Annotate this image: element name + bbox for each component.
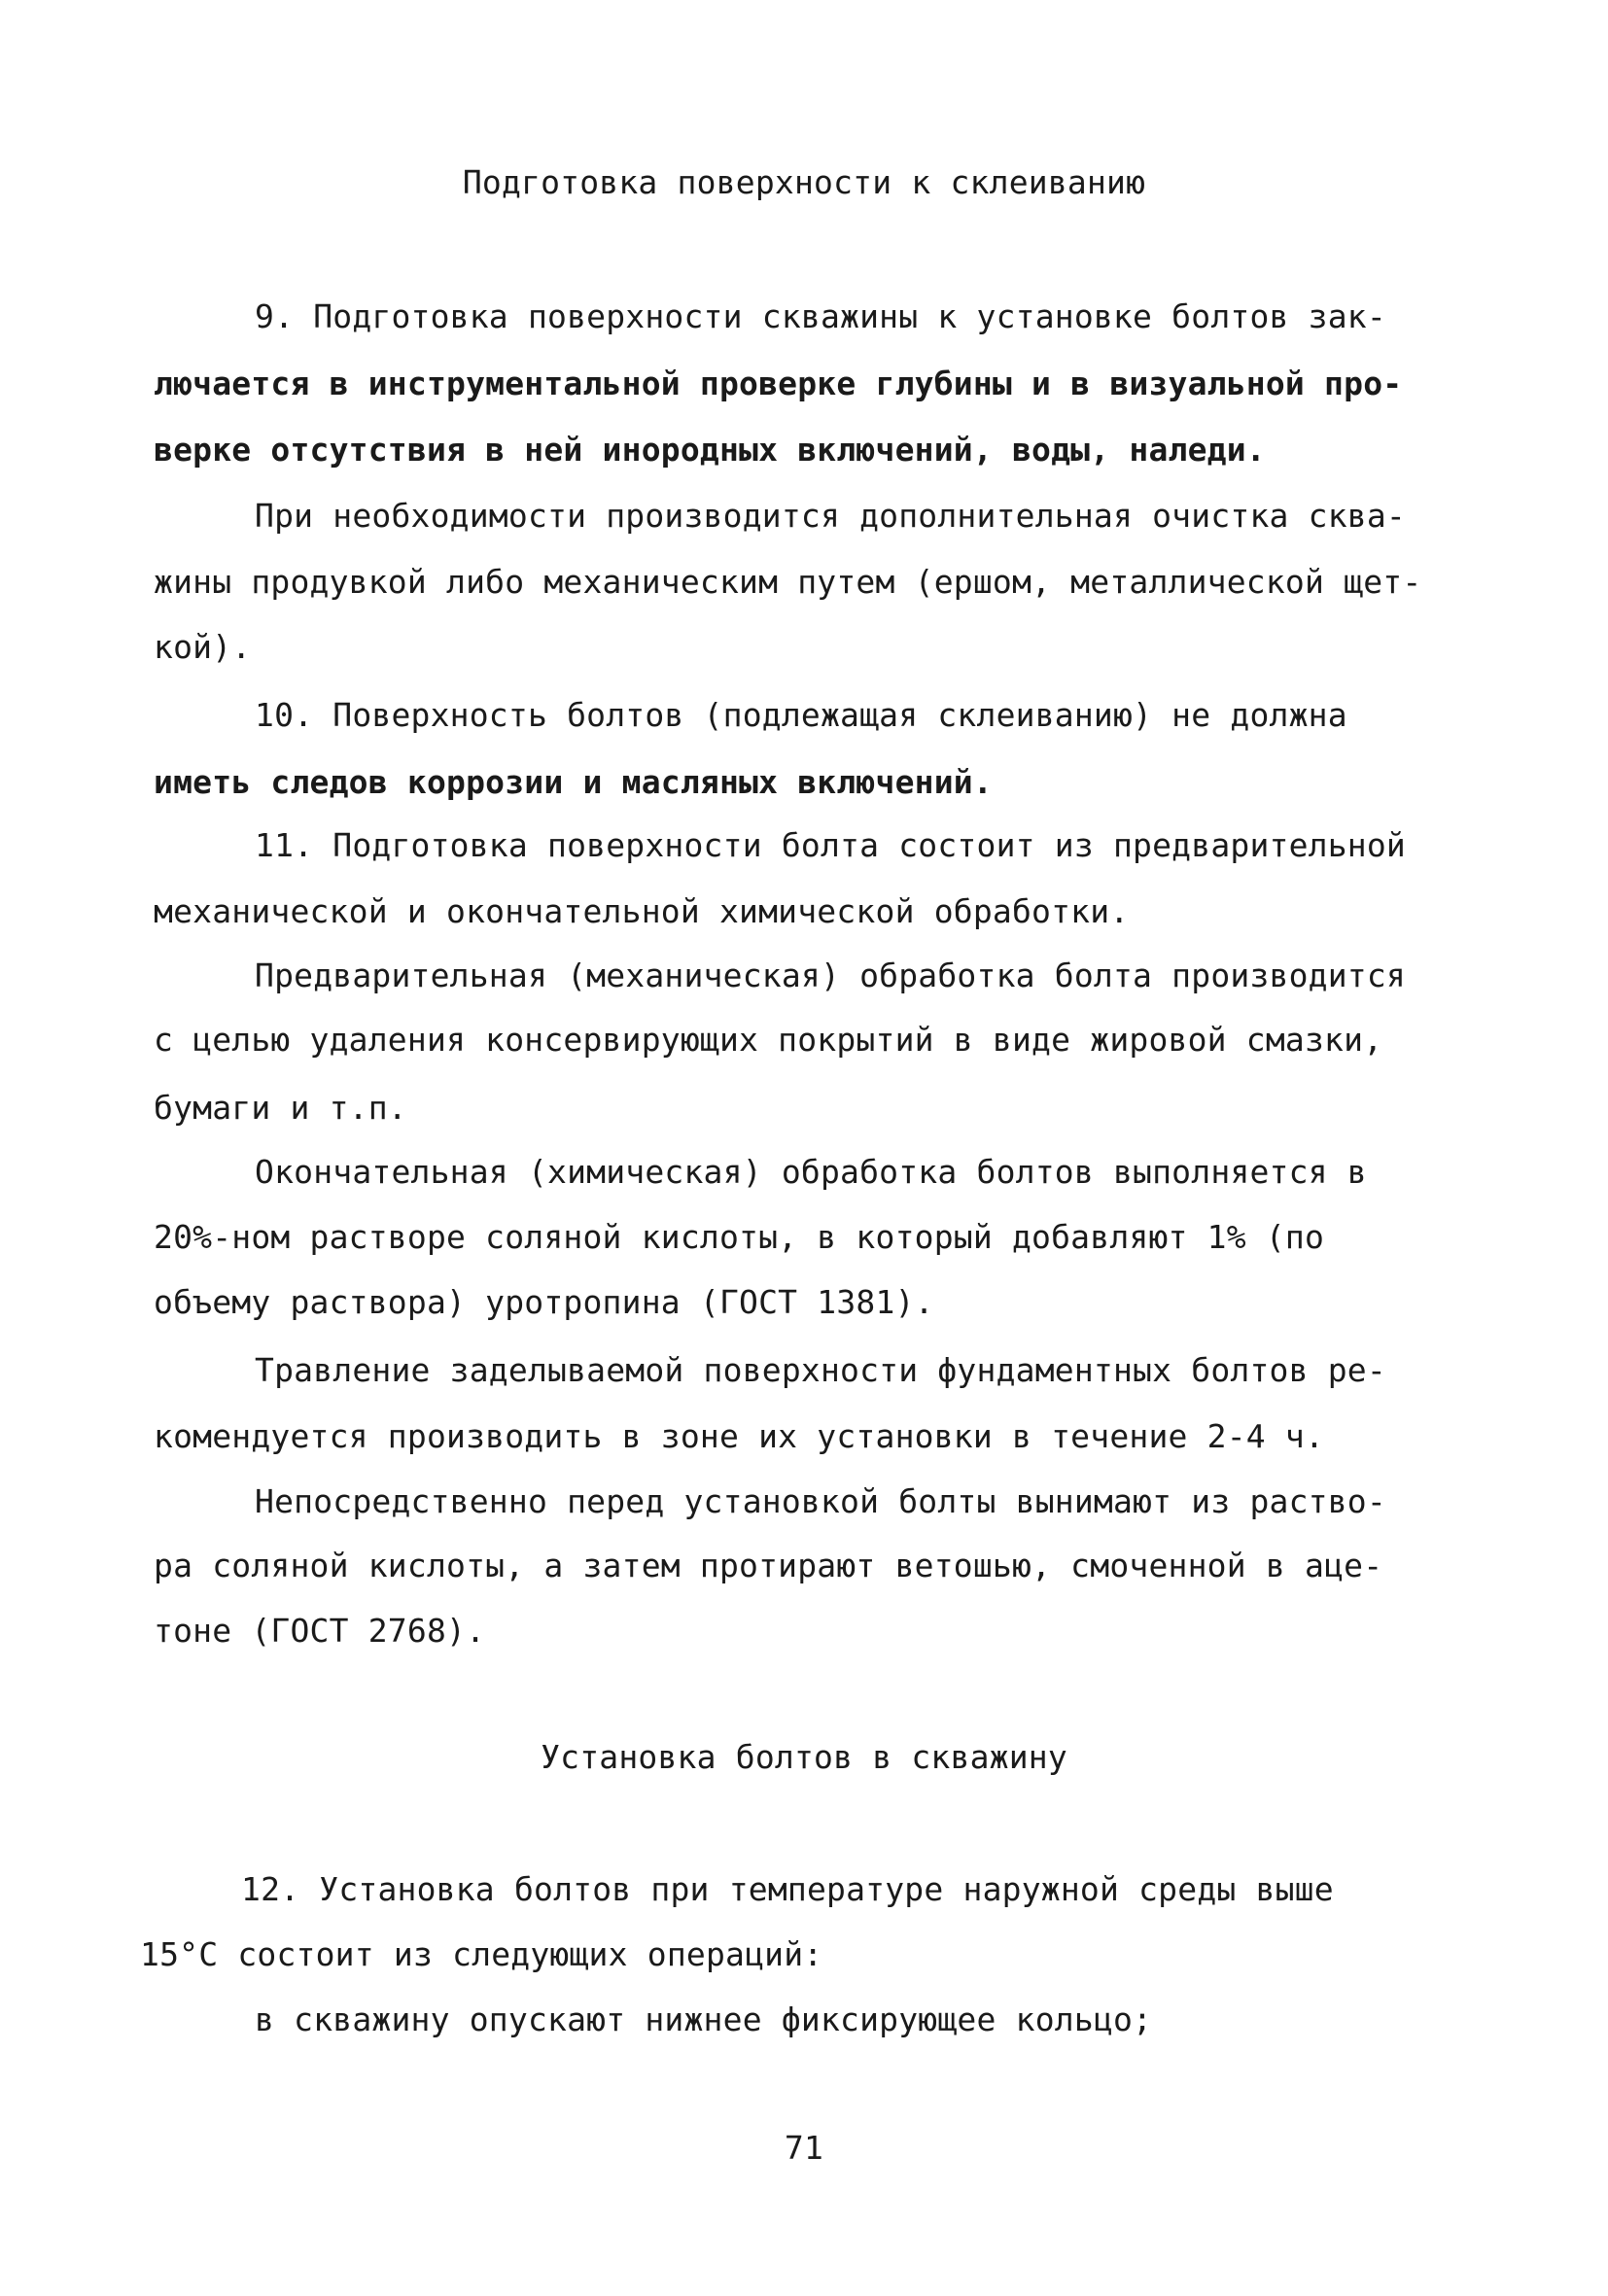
paragraph-line: Окончательная (химическая) обработка болтов выполняется в [255,1153,1367,1191]
paragraph-line: объему раствора) уротропина (ГОСТ 1381). [154,1283,934,1321]
paragraph-line: бумаги и т.п. [154,1089,407,1127]
paragraph-line: 20%-ном растворе соляной кислоты, в который добавляют 1% (по [154,1218,1325,1256]
paragraph-line: механической и окончательной химической обработки. [154,892,1130,930]
paragraph-line: лючается в инструментальной проверке глубины и в визуальной про- [154,365,1403,402]
paragraph-line: Непосредственно перед установкой болты вынимают из раство- [255,1482,1386,1520]
paragraph-line: верке отсутствия в ней инородных включений, воды, наледи. [154,431,1266,469]
paragraph-line: с целью удаления консервирующих покрытий в виде жировой смазки, [154,1021,1383,1059]
paragraph-line: комендуется производить в зоне их установки в течение 2-4 ч. [154,1417,1325,1455]
paragraph-line: кой). [154,628,252,666]
paragraph-line: 9. Подготовка поверхности скважины к установке болтов зак- [255,297,1386,335]
paragraph-line: иметь следов коррозии и масляных включений. [154,763,993,801]
paragraph-line: При необходимости производится дополнительная очистка сква- [255,497,1406,535]
paragraph-line: жины продувкой либо механическим путем (ершом, металлической щет- [154,563,1422,601]
page-number: 71 [784,2129,824,2167]
paragraph-line: в скважину опускают нижнее фиксирующее кольцо; [255,2000,1153,2038]
section-heading-installation: Установка болтов в скважину [541,1738,1067,1776]
paragraph-line: 10. Поверхность болтов (подлежащая склеиванию) не должна [255,696,1347,734]
paragraph-line: тоне (ГОСТ 2768). [154,1612,486,1650]
paragraph-line: Травление заделываемой поверхности фундаментных болтов ре- [255,1351,1386,1389]
section-heading-surface-prep: Подготовка поверхности к склеиванию [462,163,1146,201]
paragraph-line: 12. Установка болтов при температуре наружной среды выше [241,1870,1334,1908]
paragraph-line: Предварительная (механическая) обработка болта производится [255,957,1406,994]
paragraph-line: 11. Подготовка поверхности болта состоит из предварительной [255,826,1406,864]
paragraph-line: ра соляной кислоты, а затем протирают ветошью, смоченной в аце- [154,1547,1383,1584]
paragraph-line: 15°С состоит из следующих операций: [140,1935,823,1973]
